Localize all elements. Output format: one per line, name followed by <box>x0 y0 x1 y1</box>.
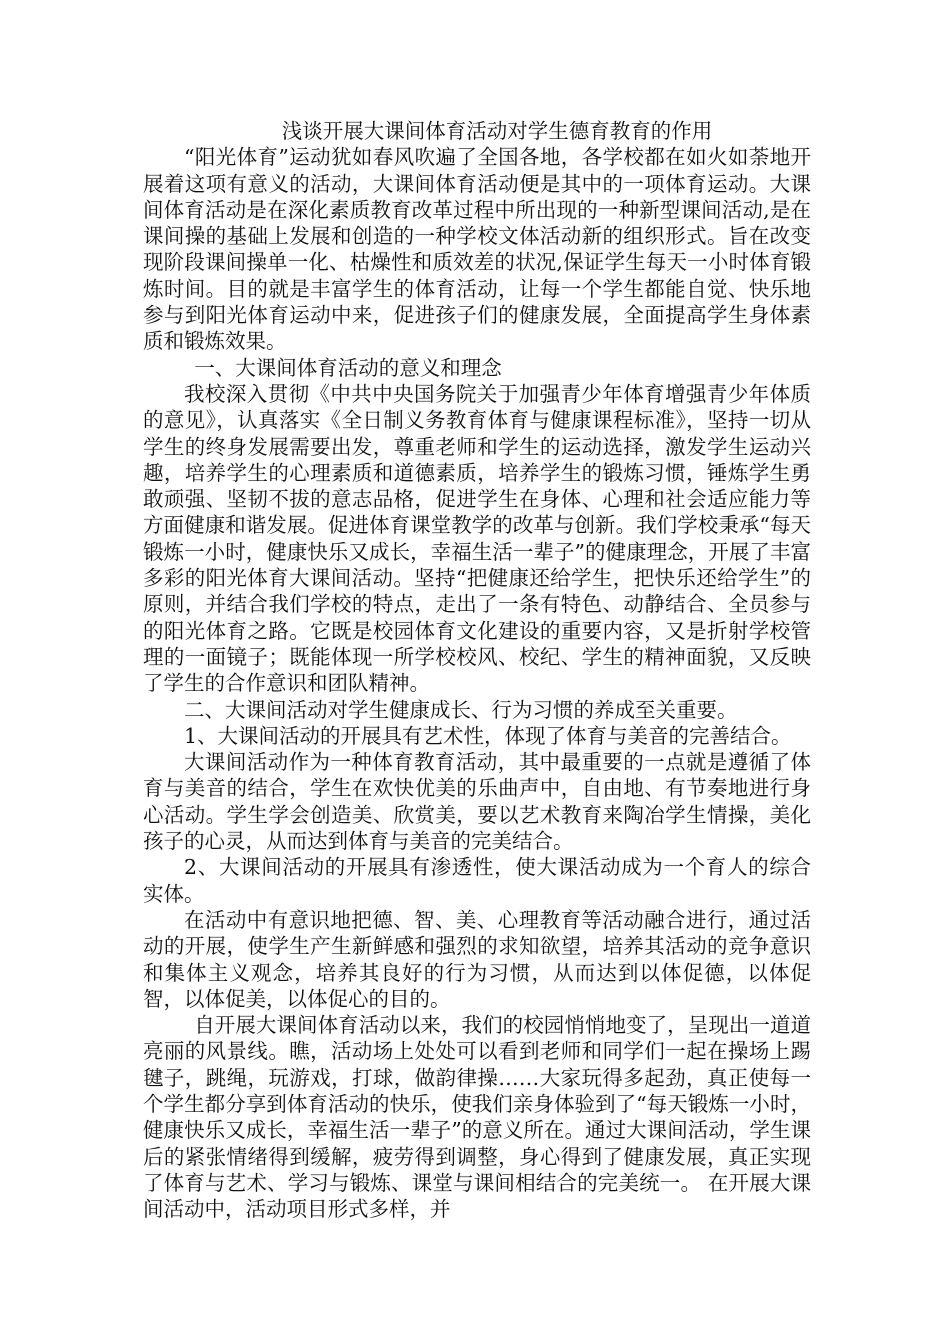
paragraph-intro: “阳光体育”运动犹如春风吹遍了全国各地，各学校都在如火如荼地开展着这项有意义的活动，大课间体育活动便是其中的一项体育运动。大课间体育活动是在深化素质教育改革过程中所出现的一种新型课间活动,是在课间操的基础上发展和创造的一种学校文体活动新的组织形式。旨在改变现阶段课间操单一化、枯燥性和质效差的状况,保证学生每天一小时体育锻炼时间。目的就是丰富学生的体育活动，让每一个学生都能自觉、快乐地参与到阳光体育运动中来，促进孩子们的健康发展，全面提高学生身体素质和锻炼效果。 <box>143 145 811 354</box>
subheading-1: 1、大课间活动的开展具有艺术性，体现了体育与美音的完善结合。 <box>184 723 792 748</box>
section-heading-2: 二、大课间活动对学生健康成长、行为习惯的养成至关重要。 <box>184 697 738 722</box>
document-title: 浅谈开展大课间体育活动对学生德育教育的作用 <box>281 119 713 143</box>
paragraph-subsection-2: 在活动中有意识地把德、智、美、心理教育等活动融合进行，通过活动的开展，使学生产生新鲜感和强烈的求知欲望，培养其活动的竞争意识和集体主义观念，培养其良好的行为习惯，从而达到以体促德，以体促智，以体促美，以体促心的目的。 <box>143 907 811 1011</box>
paragraph-subsection-1: 大课间活动作为一种体育教育活动，其中最重要的一点就是遵循了体育与美音的结合，学生在欢快优美的乐曲声中，自由地、有节奏地进行身心活动。学生学会创造美、欣赏美，要以艺术教育来陶冶学生情操，美化孩子的心灵，从而达到体育与美音的完美结合。 <box>143 750 811 854</box>
paragraph-closing: 自开展大课间体育活动以来，我们的校园悄悄地变了，呈现出一道道亮丽的风景线。瞧，活动场上处处可以看到老师和同学们一起在操场上踢毽子，跳绳，玩游戏，打球，做韵律操……大家玩得多起劲，真正使每一个学生都分享到体育活动的快乐，使我们亲身体验到了“每天锻炼一小时，健康快乐又成长，幸福生活一辈子”的意义所在。通过大课间活动，学生课后的紧张情绪得到缓解，疲劳得到调整，身心得到了健康发展，真正实现了体育与艺术、学习与锻炼、课堂与课间相结合的完美统一。 在开展大课间活动中，活动项目形式多样，并 <box>143 1013 811 1222</box>
section-heading-1: 一、大课间体育活动的意义和理念 <box>194 355 502 380</box>
subheading-2: 2、大课间活动的开展具有渗透性，使大课活动成为一个育人的综合实体。 <box>143 855 811 906</box>
paragraph-section-1: 我校深入贯彻《中共中央国务院关于加强青少年体育增强青少年体质的意见》，认真落实《全日制义务教育体育与健康课程标准》，坚持一切从学生的终身发展需要出发，尊重老师和学生的运动选择，激发学生运动兴趣，培养学生的心理素质和道德素质，培养学生的锻炼习惯，锤炼学生勇敢顽强、坚韧不拔的意志品格，促进学生在身体、心理和社会适应能力等方面健康和谐发展。促进体育课堂教学的改革与创新。我们学校秉承“每天锻炼一小时，健康快乐又成长，幸福生活一辈子”的健康理念，开展了丰富多彩的阳光体育大课间活动。坚持“把健康还给学生，把快乐还给学生”的原则，并结合我们学校的特点，走出了一条有特色、动静结合、全员参与的阳光体育之路。它既是校园体育文化建设的重要内容，又是折射学校管理的一面镜子；既能体现一所学校校风、校纪、学生的精神面貌，又反映了学生的合作意识和团队精神。 <box>143 381 811 696</box>
document-page <box>143 118 811 1222</box>
